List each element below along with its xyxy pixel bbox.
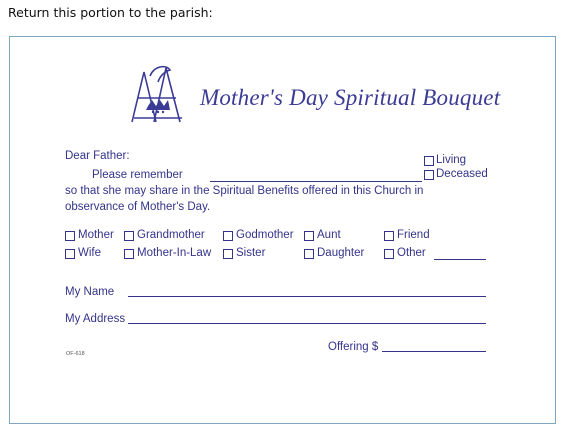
aunt-label: Aunt	[317, 229, 341, 241]
mother-in-law-label: Mother-In-Law	[137, 247, 212, 259]
friend-label: Friend	[397, 229, 430, 241]
mother-label: Mother	[78, 229, 114, 241]
other-checkbox[interactable]	[384, 249, 394, 259]
mother-checkbox[interactable]	[65, 231, 75, 241]
offering-label: Offering $	[328, 341, 379, 353]
remember-name-line[interactable]	[210, 181, 422, 182]
living-label: Living	[436, 154, 467, 166]
daughter-checkbox[interactable]	[304, 249, 314, 259]
instruction-header: Return this portion to the parish:	[8, 5, 213, 20]
other-label: Other	[397, 247, 426, 259]
sister-checkbox[interactable]	[223, 249, 233, 259]
body-line-1: so that she may share in the Spiritual Benefits offered in this Church in	[65, 185, 424, 197]
please-remember-label: Please remember	[92, 169, 183, 181]
dear-father-label: Dear Father:	[65, 150, 130, 162]
grandmother-label: Grandmother	[137, 229, 205, 241]
mother-crown-logo	[124, 62, 190, 124]
aunt-checkbox[interactable]	[304, 231, 314, 241]
form-code: OF-618	[66, 351, 85, 357]
wife-checkbox[interactable]	[65, 249, 75, 259]
godmother-label: Godmother	[236, 229, 294, 241]
bouquet-card	[9, 36, 556, 424]
friend-checkbox[interactable]	[384, 231, 394, 241]
offering-amount-line[interactable]	[382, 351, 486, 352]
my-address-line[interactable]	[128, 323, 486, 324]
my-address-label: My Address	[65, 313, 126, 325]
my-name-line[interactable]	[128, 296, 486, 297]
living-checkbox[interactable]	[424, 156, 434, 166]
wife-label: Wife	[78, 247, 101, 259]
sister-label: Sister	[236, 247, 266, 259]
godmother-checkbox[interactable]	[223, 231, 233, 241]
daughter-label: Daughter	[317, 247, 365, 259]
deceased-checkbox[interactable]	[424, 170, 434, 180]
other-fill-line[interactable]	[434, 259, 486, 260]
mother-in-law-checkbox[interactable]	[124, 249, 134, 259]
deceased-label: Deceased	[436, 168, 488, 180]
body-line-2: observance of Mother's Day.	[65, 201, 211, 213]
grandmother-checkbox[interactable]	[124, 231, 134, 241]
my-name-label: My Name	[65, 286, 115, 298]
card-title: Mother's Day Spiritual Bouquet	[200, 85, 501, 110]
